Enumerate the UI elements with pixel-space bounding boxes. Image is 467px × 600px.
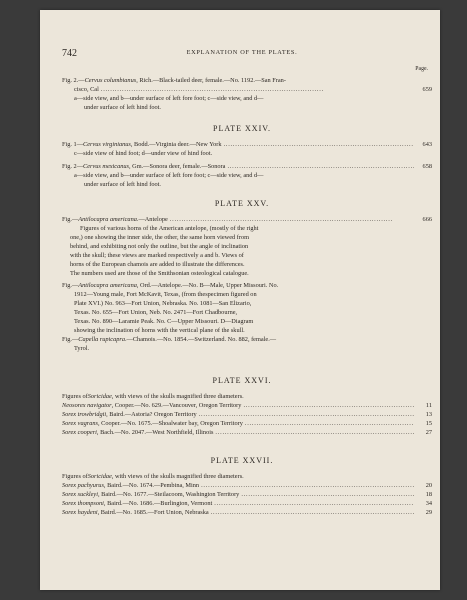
- entry-text: , Baird.—No. 1685.—Fort Union, Nebraska: [97, 509, 209, 516]
- fig-continuation: Plate XVI.) No. 963—Fort Union, Nebraska. No. 1081—San Elizario,: [74, 300, 252, 307]
- fig-continuation: cisco, Cal: [74, 86, 99, 93]
- fig-description: under surface of left hind foot.: [84, 104, 161, 111]
- paragraph-line: one,) one showing the inner side, the other, the same horn viewed from: [70, 234, 249, 241]
- plate-heading: PLATE XXVII.: [210, 456, 274, 465]
- plate-entries: [62, 392, 432, 437]
- fig-description: under surface of left hind foot.: [84, 181, 161, 188]
- species-name: Sorex cooperi: [62, 429, 97, 436]
- page-ref: 15: [425, 420, 432, 427]
- fig-description: a—side view, and b—under surface of left fore foot; c—side view, and d—: [74, 95, 264, 102]
- species-name: Cervus columbianus: [84, 77, 137, 84]
- page-ref: 666: [422, 216, 432, 223]
- page-ref: 658: [422, 163, 432, 170]
- page-ref: 18: [425, 491, 432, 498]
- family-name: Soricidae: [87, 473, 112, 480]
- fig-lead: Fig. 1—: [62, 141, 83, 148]
- entry-text: , Cooper.—No. 1675.—Shoalwater bay, Oregon Territory: [97, 420, 243, 427]
- fig-text: .—Antelope: [136, 216, 168, 223]
- species-name: Cervus mexicanus: [83, 163, 129, 170]
- species-name: Capella rupicapra: [78, 336, 125, 343]
- species-name: Cervus virginianus: [83, 141, 131, 148]
- plate-heading: PLATE XXV.: [214, 199, 270, 208]
- plate-heading: PLATE XXIV.: [213, 124, 271, 133]
- species-name: Antilocapra americana: [78, 216, 137, 223]
- fig-description: a—side view, and b—under surface of left fore foot; c—side view, and d—: [74, 172, 264, 179]
- paragraph-line: Figures of various horns of the American antelope, (mostly of the right: [80, 225, 259, 232]
- fig-lead: Fig. 2.—: [62, 77, 85, 84]
- paragraph-line: horns of the European chamois are added to illustrate the differences.: [70, 261, 245, 268]
- paragraph-line: behind, and exhibiting not only the outline, but the angle of inclination: [70, 243, 249, 250]
- entry-text: , Baird.—No. 1686.—Burlington, Vermont: [103, 500, 213, 507]
- species-name: Sorex thompsoni: [62, 500, 104, 507]
- species-entry: [62, 499, 432, 508]
- document-page: [40, 10, 440, 590]
- fig-lead: Fig. 2—: [62, 163, 83, 170]
- fig-text: , Ord.—Antelope.—No. B—Male, Upper Missouri. No.: [136, 282, 279, 289]
- page-ref: 643: [422, 141, 432, 148]
- entry-text: , Baird.—No. 1677.—Steilacoom, Washington Territory: [97, 491, 240, 498]
- fig-continuation: Tyrol.: [74, 345, 90, 352]
- page-column-label: Page.: [415, 66, 428, 72]
- species-entry: [62, 428, 432, 437]
- entry-text: , Baird.—No. 1674.—Pembina, Minn: [103, 482, 200, 489]
- page-ref: 34: [425, 500, 432, 507]
- species-name: Sorex trowbridgii: [62, 411, 107, 418]
- figure-entry: [62, 140, 432, 189]
- paragraph-line: The numbers used are those of the Smithsonian osteological catalogue.: [70, 270, 249, 277]
- fig-text: .—Chamois.—No. 1854.—Switzerland. No. 882, female.—: [124, 336, 277, 343]
- fig-text: , Rich.—Black-tailed deer, female.—No. 1192.—San Fran-: [136, 77, 286, 84]
- species-entry: [62, 410, 432, 419]
- species-entry: [62, 508, 432, 517]
- page-ref: 20: [425, 482, 432, 489]
- plate-intro: Figures of Soricidae , with views of the skulls magnified three diameters.: [62, 393, 244, 400]
- plate-entries: [62, 472, 432, 517]
- page-header: [62, 48, 422, 62]
- fig-paragraph: [62, 224, 392, 278]
- figure-entry: [62, 76, 432, 112]
- species-name: Sorex vagrans: [62, 420, 98, 427]
- species-entry: [62, 401, 432, 410]
- running-title: EXPLANATION OF THE PLATES.: [186, 49, 298, 56]
- species-name: Sorex pachyurus: [62, 482, 104, 489]
- paragraph-line: with the skull; these views are marked respectively a and b. Views of: [70, 252, 244, 259]
- fig-continuation: showing the inclination of horns with the vertical plane of the skull.: [74, 327, 245, 334]
- species-name: Sorex suckleyi: [62, 491, 98, 498]
- species-name: Sorex haydeni: [62, 509, 98, 516]
- species-entry: [62, 481, 432, 490]
- fig-text: , Bodd.—Virginia deer.—New York: [130, 141, 222, 148]
- entry-text: , Baird.—Astoria? Oregon Territory: [106, 411, 197, 418]
- species-entry: [62, 419, 432, 428]
- plate-intro: Figures of Soricidae , with views of the skulls magnified three diameters.: [62, 473, 244, 480]
- figure-entry: [62, 215, 432, 353]
- plate-heading: PLATE XXVI.: [212, 376, 272, 385]
- fig-continuation: Texas. No. 890—Laramie Peak. No. C—Upper Missouri. D—Diagram: [74, 318, 254, 325]
- fig-description: c—side view of hind foot; d—under view of hind foot.: [74, 150, 213, 157]
- fig-text: , Gm.—Sonora deer, female.—Sonora: [129, 163, 226, 170]
- page-number: 742: [62, 48, 77, 59]
- page-ref: 659: [422, 86, 432, 93]
- page-ref: 13: [425, 411, 432, 418]
- page-ref: 27: [425, 429, 432, 436]
- species-entry: [62, 490, 432, 499]
- entry-text: , Cooper.—No. 629.—Vancouver, Oregon Territory: [111, 402, 242, 409]
- fig-lead: Fig.—: [62, 216, 79, 223]
- family-name: Soricidae: [87, 393, 112, 400]
- species-name: Neosorex navigator: [62, 402, 112, 409]
- page-ref: 29: [425, 509, 432, 516]
- species-name: Antilocapra americana: [78, 282, 137, 289]
- page-ref: 11: [425, 402, 432, 409]
- entry-text: , Bach.—No. 2047.—West Northfield, Illinois: [96, 429, 214, 436]
- fig-lead: Fig.—: [62, 282, 79, 289]
- fig-continuation: 1912—Young male, Fort McKavit, Texas, (from thespecimen figured on: [74, 291, 257, 298]
- fig-continuation: Texas. No. 655—Fort Union, Neb. No. 2471—Fort Chadbourne,: [74, 309, 238, 316]
- fig-lead: Fig.—: [62, 336, 79, 343]
